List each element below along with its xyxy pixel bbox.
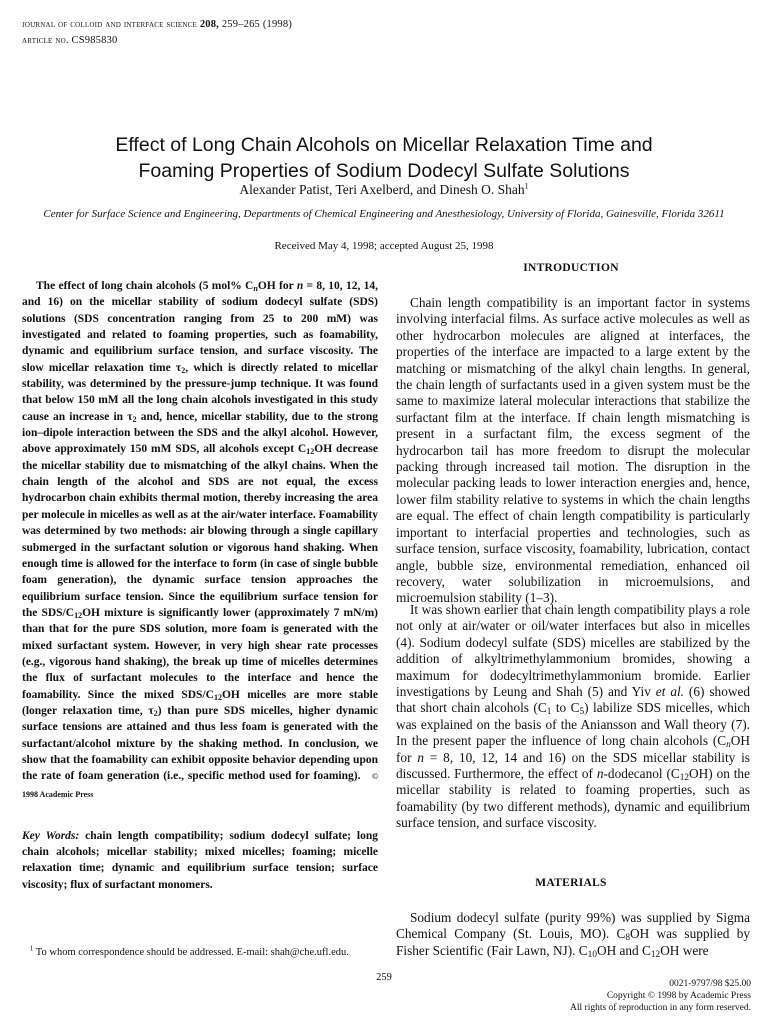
keywords-text: chain length compatibility; sodium dodecyl sulfate; long chain alcohols; micellar stability; mixed micelles; foaming; micelle relaxation time; dynamic and equilibrium surface tension; surface viscosity; flux of surfactant monomers. <box>22 830 379 891</box>
journal-volume: 208, <box>199 19 220 30</box>
copyright-notice <box>570 979 751 1014</box>
paragraph-text: Sodium dodecyl sulfate (purity 99%) was supplied by Sigma Chemical Company (St. Louis, MO). C <box>396 910 750 942</box>
paragraph-sub: 8 <box>625 933 631 944</box>
abstract-sub: 12 <box>74 610 83 620</box>
abstract-italic: n <box>296 280 304 292</box>
paragraph-text: OH and C <box>596 942 651 958</box>
publisher-credit: © 1998 Academic Press <box>22 772 379 799</box>
abstract-sub: 2 <box>132 414 137 424</box>
paragraph-italic: et al. <box>655 684 684 700</box>
journal-header <box>22 18 292 31</box>
paragraph-sub: 12 <box>650 949 661 960</box>
abstract-text: = 8, 10, 12, 14, and 16) on the micellar stability of sodium dodecyl sulfate (SDS) solutions (SDS concentration ranging from 25 to 200 mM) was investigated and related to foaming properties, such as foamability, dynamic and equilibrium surface tension, and surface viscosity. The slow micellar relaxation time τ <box>22 280 378 374</box>
journal-name: journal of colloid and interface science <box>22 19 197 30</box>
authors-text: Alexander Patist, Teri Axelberd, and Dinesh O. Shah <box>239 182 525 197</box>
introduction-paragraph <box>396 295 750 607</box>
introduction-paragraph <box>396 602 750 832</box>
paragraph-text: OH for <box>396 733 750 765</box>
abstract-text: ) than pure SDS micelles, higher dynamic surface tensions are attained and thus less foam is generated with the surfactant/alcohol mixture by the shaking method. In conclusion, we show that the foamability can exhibit opposite behavior depending upon the rate of foam generation (i.e., specific method used for foaming). <box>22 704 379 783</box>
paragraph-text: (6) showed that short chain alcohols (C <box>396 684 750 716</box>
title-line-2: Foaming Properties of Sodium Dodecyl Sulfate Solutions <box>138 160 630 183</box>
paragraph-sub: 1 <box>546 707 552 718</box>
article-number: CS985830 <box>71 35 118 46</box>
abstract <box>22 278 378 803</box>
paragraph-sub: 12 <box>679 773 690 784</box>
paragraph-sub: 10 <box>587 949 597 960</box>
journal-pages-year: 259–265 (1998) <box>221 19 293 30</box>
author-footnote-mark: 1 <box>524 181 529 191</box>
article-label: article no. <box>22 35 69 46</box>
paragraph-text: = 8, 10, 12, 14 and 16) on the SDS micellar stability is discussed. Furthermore, the effect of <box>396 749 750 782</box>
copyright-line: All rights of reproduction in any form reserved. <box>570 1002 751 1013</box>
paragraph-text: Chain length compatibility is an important factor in systems involving interfacial films. As surface active molecules as well as other hydrocarbon molecules are aligned at interfaces, the properties of the interface are impacted to a large extent by the matching or mismatching of the alkyl chain lengths. In general, the chain length of surfactants used in a given system must be the same to maximize lateral molecular interactions that stabilize the surfactant film at the interface. If chain length mismatching is present in a surfactant film, the excess segment of the hydrocarbon tail has more freedom to disrupt the molecular packing through increased tail motion. The disruption in the molecular packing leads to lower interaction energies and, hence, lower film stability relative to systems in which the chain lengths are equal. The effect of chain length compatibility is particularly important to interfacial properties and technologies, such as surface tension, surface viscosity, foamability, lubrication, contact angle, bubble size, environmental remediation, enhanced oil recovery, water solubilization in microemulsions, and microemulsion stability (1–3). <box>396 295 750 606</box>
materials-paragraph <box>396 910 750 959</box>
abstract-sub: 2 <box>181 365 186 375</box>
abstract-sub: 2 <box>153 708 158 718</box>
abstract-text: , which is directly related to micellar stability, was determined by the pressure-jump technique. It was found that below 150 mM all the long chain alcohols investigated in this study cause an increase in τ <box>22 361 379 423</box>
paragraph-italic: n <box>417 749 424 765</box>
paper-title <box>30 132 738 184</box>
paragraph-text: -dodecanol (C <box>603 766 680 782</box>
paragraph-italic: n <box>596 766 604 782</box>
abstract-text: The effect of long chain alcohols (5 mol% C <box>36 280 254 292</box>
abstract-text: OH mixture is significantly lower (approximately 7 mN/m) than that for the pure SDS solution, more foam is generated with the mixed surfactant system. However, in very high shear rate processes (e.g., vigorous hand shaking), the break up time of micelles determines the flux of surfactant molecules to the interface and hence the foamability. Since the mixed SDS/C <box>22 606 378 701</box>
paragraph-text: OH) on the micellar stability is related to foaming properties, such as foamability (by two different methods), dynamic and equilibrium surface tension, and surface viscosity. <box>396 766 750 831</box>
correspondence-footnote <box>22 946 382 959</box>
affiliation: Center for Surface Science and Engineering, Departments of Chemical Engineering and Anesthesiology, University of Florida, Gainesville, Florida 32611 <box>43 208 725 220</box>
author-list <box>0 182 768 198</box>
received-dates: Received May 4, 1998; accepted August 25, 1998 <box>274 240 494 252</box>
title-line-1: Effect of Long Chain Alcohols on Micellar Relaxation Time and <box>115 134 653 157</box>
introduction-heading: INTRODUCTION <box>523 262 619 274</box>
materials-heading: MATERIALS <box>535 877 607 889</box>
abstract-sub: n <box>253 284 258 293</box>
footnote-text: To whom correspondence should be addressed. E-mail: shah@che.ufl.edu. <box>33 947 349 958</box>
keywords <box>22 828 378 893</box>
abstract-text: OH for <box>257 280 297 292</box>
footnote-mark: 1 <box>29 944 34 953</box>
page-number: 259 <box>376 972 392 983</box>
paragraph-text: It was shown earlier that chain length compatibility plays a role not only at air/water or oil/water interfaces but also in micelles (4). Sodium dodecyl sulfate (SDS) micelles are stabilized by the addition of alkyltrimethylammonium bromides, showing a maximum for dodecyltrimethylammonium bromide. Earlier investigations by Leung and Shah (5) and Yiv <box>396 602 750 700</box>
abstract-sub: 12 <box>306 447 315 457</box>
abstract-text: OH micelles are more stable (longer relaxation time, τ <box>22 688 378 717</box>
paragraph-text: OH was supplied by Fisher Scientific (Fair Lawn, NJ). C <box>396 926 750 958</box>
abstract-sub: 12 <box>213 692 222 702</box>
copyright-line: Copyright © 1998 by Academic Press <box>606 990 751 1001</box>
article-number-line <box>22 34 117 47</box>
paragraph-sub: n <box>726 740 731 751</box>
paragraph-sub: 5 <box>579 707 585 718</box>
copyright-line: 0021-9797/98 $25.00 <box>669 979 751 989</box>
paragraph-text: to C <box>551 700 580 716</box>
paragraph-text: OH were <box>660 942 709 958</box>
abstract-text: and, hence, micellar stability, due to the strong ion–dipole interaction between the SDS and the alkyl alcohol. However, above approximately 150 mM SDS, all alcohols except C <box>22 410 378 456</box>
paragraph-text: ) labilize SDS micelles, which was explained on the basis of the Aniansson and Wall theory (7). In the present paper the influence of long chain alcohols (C <box>396 700 750 749</box>
keywords-label: Key Words: <box>22 830 80 842</box>
abstract-text: OH decrease the micellar stability due to mismatching of the alkyl chains. When the chain length of the alcohol and SDS are not equal, the excess hydrocarbon chain exhibits thermal motion, thereby increasing the area per molecule in micelles as well as at the air/water interface. Foamability was determined by two methods: air blowing through a single capillary submerged in the surfactant solution or vigorous hand shaking. When enough time is allowed for the interface to form (in case of single bubble foam generation), the dynamic surface tension approaches the equilibrium surface tension. Since the equilibrium surface tension for the SDS/C <box>22 443 378 619</box>
